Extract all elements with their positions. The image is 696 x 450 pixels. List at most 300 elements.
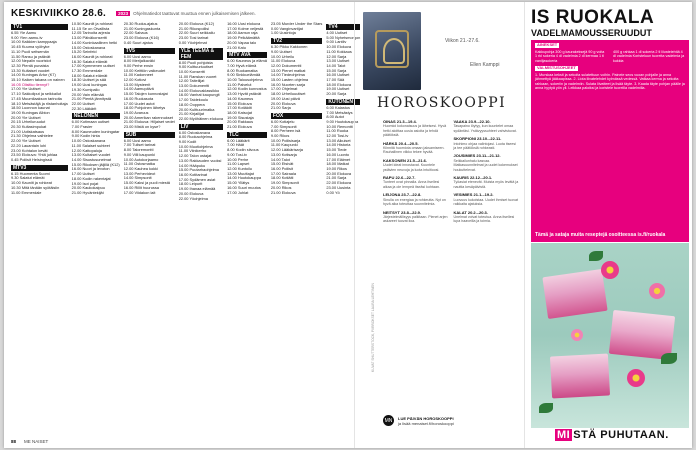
program-entry: 9.00 Huutokauppa xyxy=(326,118,359,124)
recipe-page xyxy=(524,2,692,448)
program-entry: 9.00 Kodin hinta xyxy=(71,133,100,139)
tv-column xyxy=(227,22,267,434)
program-entry: 8.00 Ruokaohjelma xyxy=(178,134,213,140)
program-entry: 8.00 Puoli pohjoista xyxy=(178,59,213,65)
program-entry: 18.30 Uutiset ja sää xyxy=(71,77,107,83)
program-entry: 19.00 Uusi kuningas xyxy=(71,82,107,88)
horoscope-sign xyxy=(383,211,449,224)
program-entry: 9.00 Kodit xyxy=(178,139,197,145)
program-entry: 21.00 Hyväntekijät xyxy=(71,189,104,195)
program-entry: 17.00 Kolme veljestä xyxy=(227,25,264,31)
program-entry: 9.00 Villi kaupunki xyxy=(123,151,155,157)
program-entry: 16.00 Kauniit ja rohkeat xyxy=(71,53,113,59)
horoscope-columns xyxy=(383,120,519,228)
recipe-title: VADELMAMOUSSERUUDUT xyxy=(531,28,652,38)
tv-column xyxy=(11,22,68,434)
program-entry: 16.00 Uutiset xyxy=(326,72,350,78)
program-entry: 20.00 Kulttuurimatka xyxy=(178,106,215,112)
program-entry: 11.00 Kaupunki xyxy=(270,142,298,148)
magazine-name: ME NAISET xyxy=(24,439,49,444)
sign-heading: RAPU 22.6.–22.7. xyxy=(383,175,416,181)
tv-tip xyxy=(116,11,256,16)
program-entry: 18.00 Aamun raja xyxy=(227,30,258,36)
channel-header: MTV AVA xyxy=(227,52,267,58)
program-entry: 12.00 Kodin kunnostus xyxy=(227,86,267,92)
program-entry: 11.15 Se on Oivallista xyxy=(71,25,110,31)
program-entry: 6.15 Huomenta Suomi xyxy=(11,170,50,176)
horoscope-page xyxy=(354,2,524,448)
tv-listings-page xyxy=(4,2,361,448)
program-entry: 20.30 Ruoka-ajatus xyxy=(123,21,158,26)
program-entry: 8.00 Perheen isä xyxy=(270,128,301,134)
leaf-icon xyxy=(589,251,603,261)
tv-column xyxy=(124,22,175,434)
channel-header: NELONEN xyxy=(72,113,120,119)
program-entry: 8.00 Ruokamatka xyxy=(227,67,258,73)
page-footer xyxy=(11,439,48,444)
program-entry: 17.00 Kotiäidit xyxy=(227,105,252,111)
program-entry: 21.00 Elokuva xyxy=(227,124,252,130)
program-entry: 11.00 Viinikerho xyxy=(178,148,207,154)
program-entry: 18.00 Urheiluuutiset xyxy=(270,91,306,97)
page-title: KESKIVIIKKO 28.6. xyxy=(11,7,107,19)
sign-heading: VESIMIES 21.1.–19.2. xyxy=(453,192,494,198)
program-entry: 9.00 Rikos xyxy=(270,133,290,139)
program-entry: 17.00 Eläimet xyxy=(326,156,351,162)
program-entry: 13.00 Pienet matkat xyxy=(270,67,306,73)
program-entry: 22.20 Lauantain lohi xyxy=(11,142,47,148)
program-entry: 6.30 Pikku Kakkonen xyxy=(270,44,308,50)
leaf-icon xyxy=(661,353,677,364)
program-entry: 21.00 Uutiskatsaus xyxy=(11,128,45,134)
program-entry: 17.00 Sairaala xyxy=(270,170,296,176)
channel-header: LIV xyxy=(179,124,223,130)
program-entry: 8.00 Kodin siivous xyxy=(227,147,259,153)
program-entry: 10.00 Elokuva xyxy=(326,44,352,50)
program-entry: 17.45 Muumilaakson tarinoita xyxy=(11,95,62,101)
horoscope-sign xyxy=(383,176,449,189)
program-entry: 11.00 Kokkaus xyxy=(326,48,352,54)
program-entry: 23.00 Tosi tarinat xyxy=(178,35,209,41)
program-entry: 17.00 Ohjelmat xyxy=(270,86,298,92)
program-entry: 6.00 Kotiajelu xyxy=(270,118,295,124)
program-entry: 19.30 Kumipallo xyxy=(71,86,100,92)
program-entry: 14.00 Sisustusunelmat xyxy=(71,156,112,162)
program-entry: 15.00 Lasten ohjelma xyxy=(270,77,309,83)
program-entry: 15.00 Tiede xyxy=(326,147,347,153)
program-entry: 21.00 Sarja xyxy=(326,175,347,181)
program-entry: 19.00 Avaruus xyxy=(123,109,149,115)
brand-logo-icon: MN xyxy=(383,415,394,426)
cta-subtitle: ja lisää menaiset.fi/horoskooppi xyxy=(398,420,454,426)
tv-column xyxy=(271,22,322,434)
program-entry: 9.00 Ylen aamu-tv xyxy=(11,34,43,40)
program-entry: 10.30 Mitä tänään syötäisiin xyxy=(11,184,60,190)
program-entry: 17.00 Taidekoulu xyxy=(178,97,209,103)
program-entry: 12.00 Sarja xyxy=(326,53,347,59)
program-entry: 15.00 Kaksi ja puoli miestä xyxy=(123,180,170,186)
program-entry: 18.00 Kodin rakentajat xyxy=(71,175,111,181)
program-entry: 22.00 Suuri seikkailu xyxy=(178,30,215,36)
program-entry: 9.00 Sinkkuelämää xyxy=(227,72,261,78)
program-entry: 17.00 Viidakon lait xyxy=(123,189,156,195)
program-entry: 9.00 Perhe ensin xyxy=(123,62,154,68)
horoscope-title: HOROSKOOPPI xyxy=(377,95,507,111)
ingredients-right: 400 g rahkaa 1 dl sokeria 2 tl liivatelehtiä 4 dl vadelmia Koristeluun tuoreita vadelmia ja kukkia xyxy=(613,49,685,63)
recipe-panel xyxy=(531,40,689,242)
zodiac-illustration xyxy=(363,12,421,90)
program-entry: 7.00 Metsästys xyxy=(326,109,353,115)
program-entry: 10.00 Ostoskanava xyxy=(71,138,106,144)
program-entry: 21.00 Pientä jännitystä xyxy=(71,96,112,102)
program-entry: 13.00 Dokumentti xyxy=(178,83,210,89)
program-entry: 23.00 Elokuva (K16) xyxy=(123,35,159,41)
program-entry: 13.00 Uutiset xyxy=(326,58,350,64)
program-entry: 12.00 Taiteilijat xyxy=(178,78,205,84)
channel-header: TLC xyxy=(227,132,267,138)
tv-column xyxy=(179,22,223,434)
flower-icon xyxy=(649,283,665,299)
program-entry: 6.00 Uusi aamu xyxy=(123,137,151,143)
program-entry: 14.00 Aamupäivä xyxy=(123,86,154,92)
program-entry: 7.00 Häät xyxy=(227,142,244,148)
program-entry: 10.00 Autokorjaamo xyxy=(123,156,159,162)
program-entry: 19.00 Kuningas Albion xyxy=(11,109,50,115)
program-entry: 20.15 Urheiluruudut xyxy=(11,119,46,125)
program-entry: 23.00 Kohtalon kevät xyxy=(11,147,48,153)
program-entry: 15.00 Etsivät xyxy=(270,161,294,167)
program-entry: 20.00 Elokuva xyxy=(326,170,352,176)
program-entry: 12.00 Nepalin vuoristot xyxy=(11,58,51,64)
program-entry: 23.05 Murder Under the Stars xyxy=(270,21,323,26)
mousse-slice-icon xyxy=(550,354,610,399)
program-entry: 21.00 Kirjailijat xyxy=(178,111,205,117)
program-entry: 9.00 Tosi-tv xyxy=(227,151,247,157)
logo-mark: MI xyxy=(557,429,571,441)
program-entry: 20.00 Rikos xyxy=(270,184,292,190)
program-entry: 21.00 Sarja xyxy=(270,105,291,111)
horoscope-sign xyxy=(383,142,449,155)
program-entry: 14.00 Talot xyxy=(270,156,290,162)
program-entry: 19.00 Sisustaja xyxy=(227,114,254,120)
program-entry: 15.00 Rikoksen jäljillä (K12) xyxy=(71,161,120,167)
horoscope-sign xyxy=(454,193,520,206)
program-entry: 11.00 Ostosmatka xyxy=(123,161,155,167)
program-entry: 9.30 Salatut elämät xyxy=(11,175,45,181)
mousse-slice-icon xyxy=(542,269,607,319)
program-entry: 8.00 Kauneuden kuningatar xyxy=(71,128,120,134)
program-entry: 16.00 Ruokasota xyxy=(123,95,154,101)
sign-text: Seikkailunhalu kasvaa. Matkasuunnitelmat ja uudet kokemukset houkuttelevat. xyxy=(453,158,518,172)
horoscope-sign xyxy=(383,193,449,206)
recipe-tip[interactable]: Tämä ja sataja muita reseptejä osoitteessa is.fi/ruokala xyxy=(535,232,666,238)
method-text: 1. Murskaa keksit ja sekoita sulatettuun voihin. Painele seos vuoan pohjalle ja anna jähmettyä jääkaapissa. 2. Liota liivatelehdet kylmässä vedessä. Vatkaa kerma ja sekoita rahkaan, sokeriin ja vadelmiin. Sulata liivatteet ja lisää täyte. 3. Kaada täyte pohjan päälle ja anna hyytyä yön yli. Leikkaa paloiksi ja koristele tuoreilla vadelmilla. xyxy=(535,72,685,90)
program-entry: 10.00 Kauniit ja rohkeat xyxy=(11,180,52,186)
sign-heading: LEIJONA 23.7.–22.8. xyxy=(383,192,422,198)
cta-text xyxy=(398,416,454,426)
program-entry: 6.00 Uusi aamu xyxy=(123,53,151,59)
sign-text: Työasiat etenevät. Muista myös levätä ja nauttia kesäpäivistä. xyxy=(453,180,519,189)
program-entry: 11.00 Kadonneet xyxy=(123,72,154,78)
program-entry: 11.00 Salaiset suhteet xyxy=(71,142,110,148)
program-entry: 20.00 Elokuva xyxy=(270,100,296,106)
program-entry: 17.10 Sakkoliput ja seikkailut xyxy=(11,91,61,97)
program-entry: 14.00 Simpsonit xyxy=(123,175,152,181)
program-entry: 22.00 Yöohjelma xyxy=(178,195,208,201)
ingredients xyxy=(535,50,685,64)
program-entry: 19.00 Isot pojat xyxy=(71,180,99,186)
program-entry: 22.00 Sahaus xyxy=(123,30,148,36)
program-entry: 18.00 Elokuva xyxy=(326,81,352,87)
program-entry: 17.00 Uutiset xyxy=(71,171,95,177)
program-entry: 20.00 Amerikan rakennukset xyxy=(123,114,173,120)
sign-heading: KAURIS 22.12.–20.1. xyxy=(453,175,493,181)
program-entry: 15.10 Kaiken takana on nainen xyxy=(11,77,65,83)
program-entry: 16.00 Uusi elokuva xyxy=(227,21,261,26)
program-entry: 10.00 Muotiohjelma xyxy=(178,143,213,149)
program-entry: 13.00 Hyvät ystävät xyxy=(227,91,262,97)
program-entry: 7.00 Tuliset tarinat xyxy=(123,142,156,148)
program-entry: 7.00 Simpsonit xyxy=(270,123,297,129)
channel-header: YLE TEEMA & FEM xyxy=(179,48,223,60)
program-entry: 19.00 Rikos xyxy=(326,165,347,171)
program-entry: 20.00 Elokuva (K12) xyxy=(178,21,214,26)
logo-text: STÄ PUHUTAAN. xyxy=(573,429,669,441)
program-entry: 0.00 Yö xyxy=(326,189,340,195)
program-entry: 9.00 Uutiset xyxy=(270,48,292,54)
program-entry: 11.00 Lapset xyxy=(227,161,250,167)
program-entry: 16.00 Vanhat kaupungit xyxy=(178,92,220,98)
channel-header: KUTONEN xyxy=(326,99,360,105)
zodiac-glyph-icon xyxy=(375,30,409,68)
program-entry: 9.00 Lantliv xyxy=(326,39,347,45)
program-entry: 11.50 Ransu ja ystävät xyxy=(11,53,51,59)
sign-text: Unelmat voivat toteutua. Anna itsellesi lupa haaveilla ja toimia. xyxy=(453,214,515,224)
program-entry: 21.30 Ohjelma vaihtelee xyxy=(11,133,53,139)
program-entry: 20.30 Kultasimpukat xyxy=(11,124,47,130)
flower-icon xyxy=(601,261,619,279)
program-entry: 23.00 Mistä on kyse? xyxy=(123,124,161,130)
program-entry: 14.00 Historia xyxy=(326,142,351,148)
program-entry: 14.00 Kuningas Artur (K7) xyxy=(11,72,56,78)
program-entry: 15.00 Yllätys xyxy=(227,180,250,186)
flower-icon xyxy=(571,329,583,341)
program-entry: 22.00 Uutiset xyxy=(71,100,95,106)
channel-header: MTV3 xyxy=(11,165,68,171)
program-entry: 16.00 Kotitarinat xyxy=(178,171,208,177)
program-entry: 13.00 Kotisarja xyxy=(270,151,297,157)
program-entry: 11.00 Palvelut xyxy=(227,81,252,87)
horoscope-sign xyxy=(383,120,449,138)
program-entry: 20.00 Yle Uutiset xyxy=(11,114,41,120)
program-entry: 21.00 Rikospoliisi xyxy=(178,25,210,31)
program-entry: 18.00 Pohjoinen lähetys xyxy=(123,105,166,111)
program-entry: 14.00 Kauneus xyxy=(227,95,254,101)
program-entry: 20.00 Rakkaus xyxy=(227,119,254,125)
program-entry: 17.00 Uudet autot xyxy=(123,100,155,106)
program-entry: 16.00 Nuorten sarja xyxy=(270,81,306,87)
program-entry: 13.30 Kultaiset vuodet xyxy=(11,67,50,73)
program-entry: 6.00 Kotimaan uutiset xyxy=(71,119,110,125)
sign-heading: KAKSONEN 21.5.–21.6. xyxy=(383,157,428,163)
magazine-spread xyxy=(4,2,692,448)
horoscope-sign xyxy=(454,137,520,150)
recipe-section-title: IS RUOKALA xyxy=(531,7,655,28)
channel-header: TV4 xyxy=(326,24,360,30)
horoscope-column-left xyxy=(383,120,449,228)
program-entry: 11.00 Ranskan vuoret xyxy=(178,73,217,79)
program-entry: 7.00 Frasier xyxy=(71,124,93,130)
sign-text: Tasapaino löytyy, kun kuuntelet omaa sydäntäsi. Ystävyyssuhteet vahvistuvat. xyxy=(453,124,517,133)
program-entry: 17.00 Sydämen asiat xyxy=(178,176,216,182)
sign-text: Intohimo ohjaa valintojasi. Luota itseesi ja tee päätöksiä rohkeasti. xyxy=(453,141,517,151)
program-entry: 19.00 Uutiset xyxy=(326,86,350,92)
program-entry: 4.00 Uutiset xyxy=(326,30,348,35)
program-entry: 12.00 Tosi-tv xyxy=(326,133,349,139)
program-entry: 16.05 Olisitko tiennyt? xyxy=(11,81,50,87)
program-entry: 21.00 Kuningaskunta xyxy=(123,25,161,31)
program-entry: 10.00 Urheilu xyxy=(270,53,295,59)
program-entry: 7.00 Hyvä elämä xyxy=(227,62,257,68)
program-entry: 11.10 Puoli seitsemän xyxy=(11,48,49,54)
program-entry: 18.50 Luonnon kaunat xyxy=(11,105,50,111)
program-entry: 19.00 Uusi päivä xyxy=(270,95,300,101)
sign-heading: OINAS 21.3.–19.4. xyxy=(383,119,417,124)
program-entry: 18.10 Metsästäjä ja riistanhoitaja xyxy=(11,100,68,106)
program-entry: 6.00 Ostoskanava xyxy=(178,129,211,135)
program-entry: 0.40 Suuri ajatus xyxy=(123,39,153,45)
program-entry: 20.00 Sarja xyxy=(326,91,347,97)
flower-icon xyxy=(627,369,645,387)
horoscope-author: Ellen Kamppi xyxy=(470,62,500,68)
program-entry: 11.00 Elokuva xyxy=(270,58,296,64)
program-entry: 14.00 Kuninkaallinen hetki xyxy=(71,39,118,45)
program-entry: 17.00 Yle Uutiset xyxy=(11,86,41,92)
program-entry: 0.00 Vanginvartijat xyxy=(270,25,303,31)
cta-title: LUE PÄIVÄN HOROSKOOPPI xyxy=(398,415,454,421)
program-entry: 20.00 Vain elämää xyxy=(71,91,104,97)
program-entry: 12.00 Kotiovi xyxy=(123,77,147,83)
program-entry: 18.00 Salatut elämät xyxy=(71,72,108,78)
dessert-photo xyxy=(531,243,689,428)
program-entry: 20.00 Vapaa talo xyxy=(227,39,257,45)
program-entry: 16.00 Suuri muutos xyxy=(227,184,261,190)
horoscope-column-right xyxy=(454,120,520,228)
leaf-icon xyxy=(539,403,553,413)
method-label: VALMISTUSOHJEET xyxy=(537,65,576,70)
program-entry: 15.00 Elokuva xyxy=(227,100,252,106)
horoscope-sign xyxy=(454,176,520,189)
horoscope-cta[interactable] xyxy=(383,415,454,426)
program-entry: 16.00 Nuori ja levoton xyxy=(71,166,110,172)
program-entry: 21.00 Elokuva: Hiljaiset vedet xyxy=(123,119,175,125)
program-entry: 22.00 Myöhäinen elokuva xyxy=(178,115,224,121)
program-entry: 10.00 Poliisisarja xyxy=(270,137,301,143)
program-entry: 17.00 Kymmenen uutiset xyxy=(71,63,115,69)
sign-text: Kiinnitä huomiota omaan jaksamiseen. Rauhallinen viikko tekee hyvää. xyxy=(383,146,445,155)
program-entry: 6.55 Yle Aamu xyxy=(11,30,37,35)
tip-text: Ohjelmatiedot taattuvat muuttua ennen julkaisemisen jälkeen. xyxy=(133,10,256,16)
sign-heading: JOUSIMIES 23.11.–21.12. xyxy=(453,153,501,159)
program-entry: 17.00 Juhlat xyxy=(227,189,249,195)
program-entry: 19.00 Ihanaa elämää xyxy=(178,186,216,192)
program-entry: 23.50 Elokuva: Yhtä juhlaa xyxy=(11,152,58,158)
page-number: 88 xyxy=(11,439,17,444)
sign-text: Tunteet ovat pinnalla. Anna itsellesi aikaa ja ole lempeä itseäsi kohtaan. xyxy=(383,180,440,189)
channel-header: TV1 xyxy=(11,24,68,30)
program-entry: 14.00 Talot xyxy=(326,62,346,68)
sign-text: Luovuus kukoistaa. Uudet ihmiset tuovat raikkaita ajatuksia. xyxy=(453,197,519,207)
program-entry: 19.00 Pelkäämättä xyxy=(227,35,260,41)
sign-text: Sinulla on energiaa ja rohkeutta. Nyt on hyvä aika toteuttaa suunnitelmia. xyxy=(383,197,446,207)
program-entry: 5.00 Nyhetsmorgon xyxy=(326,34,361,40)
program-entry: 12.30 Pientä punaista xyxy=(11,62,49,68)
program-entry: 18.00 Katsojat xyxy=(227,109,252,115)
program-entry: 12.00 Kauhea kokki xyxy=(123,165,158,171)
sign-text: Uudet ideat innostavat. Kuuntele ystävien neuvoja ja luota intuitioosi. xyxy=(383,163,440,172)
program-entry: 6.00 Lääkärit xyxy=(227,137,250,143)
program-entry: 21.00 Elokuva xyxy=(270,189,296,195)
program-entry: 20.00 Elokuva xyxy=(178,190,204,196)
program-entry: 18.00 Matkat xyxy=(326,161,349,167)
program-entry: 22.00 Elokuva xyxy=(326,180,352,186)
program-entry: 13.00 Aikuiset xyxy=(326,137,351,143)
horoscope-week: Viikon 21.-27.6. xyxy=(445,38,480,44)
program-entry: 14.00 Hääpuku xyxy=(178,162,206,168)
program-entry: 15.00 Ostoskanava xyxy=(71,44,106,50)
program-entry: 8.00 Taloremontti xyxy=(123,147,154,153)
program-entry: 23.00 Uusinta xyxy=(326,184,351,190)
program-entry: 16.00 Poliisit xyxy=(270,165,293,171)
sign-heading: NEITSYT 23.8.–22.9. xyxy=(383,209,422,215)
program-entry: 13.00 Kultaiset vuodet xyxy=(71,152,111,158)
program-entry: 15.00 Sarja xyxy=(326,67,347,73)
tip-badge: 2023 xyxy=(118,10,129,16)
program-entry: 10.00 Perhe xyxy=(227,156,249,162)
program-entry: 8.00 Autot xyxy=(326,114,344,120)
program-entry: 20.00 Kaukokaipuu xyxy=(71,185,105,191)
channel-header: SUB xyxy=(124,132,175,138)
program-entry: 0.00 Yöohjelmat xyxy=(178,39,207,45)
program-entry: 10.00 Remontti xyxy=(326,123,353,129)
ingredients-label: AINEKSET xyxy=(537,42,558,47)
program-entry: 13.00 Muuttajat xyxy=(227,170,254,176)
program-entry: 17.00 Sää xyxy=(326,77,345,83)
program-entry: 8.00 Merijalkaväki xyxy=(123,58,155,64)
horoscope-sign xyxy=(454,120,520,133)
program-entry: 15.00 Puutarhaohjelma xyxy=(178,167,219,173)
program-entry: 13.00 Perhevideot xyxy=(123,170,156,176)
sign-text: Järjestelmällisyys palkitaan. Pienet arjen askareet tuovat iloa. xyxy=(383,214,448,224)
program-entry: 14.00 Tiedeohjelma xyxy=(270,72,305,78)
tv-column xyxy=(72,22,120,434)
program-entry: 12.05 Tarinoita arjesta xyxy=(71,30,110,36)
program-entry: 6.00 Kauneus ja elämä xyxy=(227,58,267,64)
horoscope-sign xyxy=(383,159,449,172)
channel-header: FOX xyxy=(271,113,322,119)
program-entry: 9.00 Kulttuuriuutiset xyxy=(178,64,214,70)
program-entry: 12.00 Kuntoilu xyxy=(227,165,252,171)
channel-header: TV5 xyxy=(124,48,175,54)
program-entry: 12.00 Lääkärisarja xyxy=(270,147,303,153)
program-entry: 14.00 Elokuvaklassikko xyxy=(178,87,220,93)
program-entry: 18.00 Ooppera xyxy=(178,101,205,107)
program-entry: 21.00 Katu xyxy=(227,44,246,50)
sign-heading: SKORPIONI 23.10.–22.11. xyxy=(453,136,502,142)
program-entry: 18.00 Kotiäiti xyxy=(270,175,294,181)
program-entry: 22.00 Yle Uutiset xyxy=(11,138,41,144)
program-entry: 15.00 Talojen kunnostajat xyxy=(123,91,168,97)
